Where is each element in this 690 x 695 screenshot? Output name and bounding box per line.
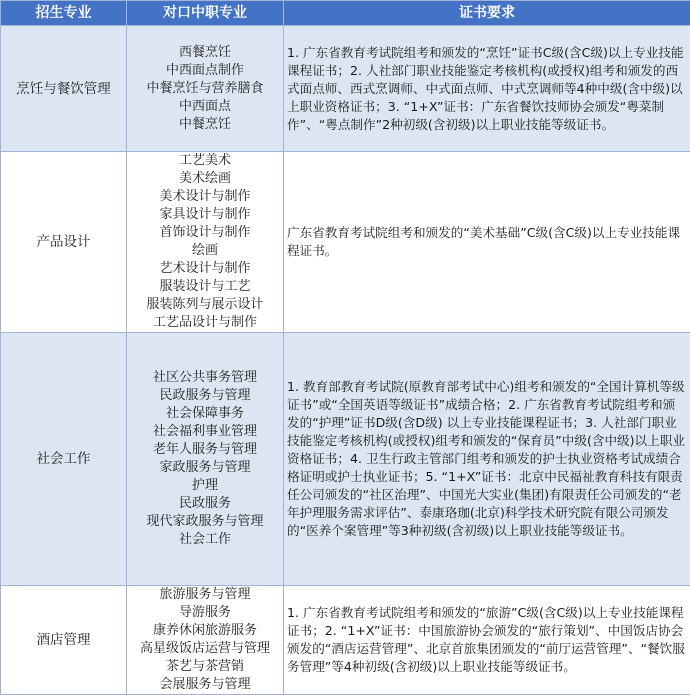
secondary-item: 服装陈列与展示设计 [127,296,283,314]
major-cell: 烹饪与餐饮管理 [1,26,127,152]
requirement-text: 1. 教育部教育考试院(原教育部考试中心)组考和颁发的“全国计算机等级证书”或“全国英语等级证书”成绩合格；2. 广东省教育考试院组考和颁发的“护理”证书D级(含D级) 以上专业技能课程证书；3. 人社部门职业技能鉴定考核机构(或授权)组考和颁发的“保育员”中级(含中级)以上职业资格证书；4. 卫生行政主管部门组考和颁发的护士执业资格考试成绩合格证明或护士执业证书；5. “1+X”证书：北京中民福祉教育科技有限责任公司颁发的“社区治理”、中国光大实业(集团)有限责任公司颁发的“老年护理服务需求评估”、泰康珞珈(北京)科学技术研究院有限公司颁发的“医养个案管理”等3种初级(含初级)以上职业技能等级证书。 [287,378,687,540]
header-major: 招生专业 [1,1,127,26]
secondary-item: 社会工作 [127,531,283,549]
major-cell: 社会工作 [1,333,127,586]
secondary-item: 工艺美术 [127,152,283,170]
secondary-cell [127,152,284,333]
secondary-item: 护理 [127,477,283,495]
secondary-cell [127,586,284,695]
secondary-item: 旅游服务与管理 [127,586,283,604]
secondary-item: 高星级饭店运营与管理 [127,640,283,658]
requirement-cell [284,152,690,333]
major-cell: 酒店管理 [1,586,127,695]
header-row [1,1,690,26]
secondary-item: 老年人服务与管理 [127,441,283,459]
table-row-product-design [1,152,690,333]
secondary-item: 茶艺与茶营销 [127,658,283,676]
secondary-item: 社会福利事业管理 [127,423,283,441]
major-cell: 产品设计 [1,152,127,333]
secondary-item: 美术设计与制作 [127,188,283,206]
requirement-cell [284,333,690,586]
secondary-item: 民政服务与管理 [127,387,283,405]
secondary-item: 首饰设计与制作 [127,224,283,242]
secondary-item: 现代家政服务与管理 [127,513,283,531]
requirement-cell [284,586,690,695]
secondary-item: 社区公共事务管理 [127,369,283,387]
secondary-item: 中餐烹饪 [127,116,283,134]
secondary-item: 社会保障事务 [127,405,283,423]
requirement-text: 1. 广东省教育考试院组考和颁发的“旅游”C级(含C级)以上专业技能课程证书；2. “1+X”证书：中国旅游协会颁发的“旅行策划”、中国饭店协会颁发的“酒店运营管理”、北京首旅集团颁发的“前厅运营管理”、“餐饮服务管理”等4种初级(含初级)以上职业技能等级证书。 [287,604,687,676]
requirement-cell [284,26,690,152]
secondary-item: 民政服务 [127,495,283,513]
secondary-item: 会展服务与管理 [127,676,283,694]
secondary-cell [127,333,284,586]
table-row-hotel-management [1,586,690,695]
secondary-item: 家政服务与管理 [127,459,283,477]
secondary-item: 中餐烹饪与营养膳食 [127,80,283,98]
secondary-cell [127,26,284,152]
requirement-text: 1. 广东省教育考试院组考和颁发的“烹饪”证书C级(含C级)以上专业技能课程证书；2. 人社部门职业技能鉴定考核机构(或授权)组考和颁发的西式面点师、西式烹调师、中式面点师、中式烹调师等4种中级(含中级)以上职业资格证书；3. “1+X”证书：广东省餐饮技师协会颁发“粤菜制作”、“粤点制作”2种初级(含初级)以上职业技能等级证书。 [287,44,687,134]
header-requirement: 证书要求 [284,1,690,26]
table-row-social-work [1,333,690,586]
secondary-item: 中西面点制作 [127,62,283,80]
secondary-item: 康养休闲旅游服务 [127,622,283,640]
secondary-item: 导游服务 [127,604,283,622]
table-row-cooking [1,26,690,152]
secondary-item: 中西面点 [127,98,283,116]
requirement-text: 广东省教育考试院组考和颁发的“美术基础”C级(含C级)以上专业技能课程证书。 [287,224,687,260]
secondary-item: 工艺品设计与制作 [127,314,283,332]
header-secondary: 对口中职专业 [127,1,284,26]
secondary-item: 服装设计与工艺 [127,278,283,296]
secondary-item: 绘画 [127,242,283,260]
secondary-item: 艺术设计与制作 [127,260,283,278]
secondary-item: 家具设计与制作 [127,206,283,224]
secondary-item: 西餐烹饪 [127,44,283,62]
secondary-item: 美术绘画 [127,170,283,188]
